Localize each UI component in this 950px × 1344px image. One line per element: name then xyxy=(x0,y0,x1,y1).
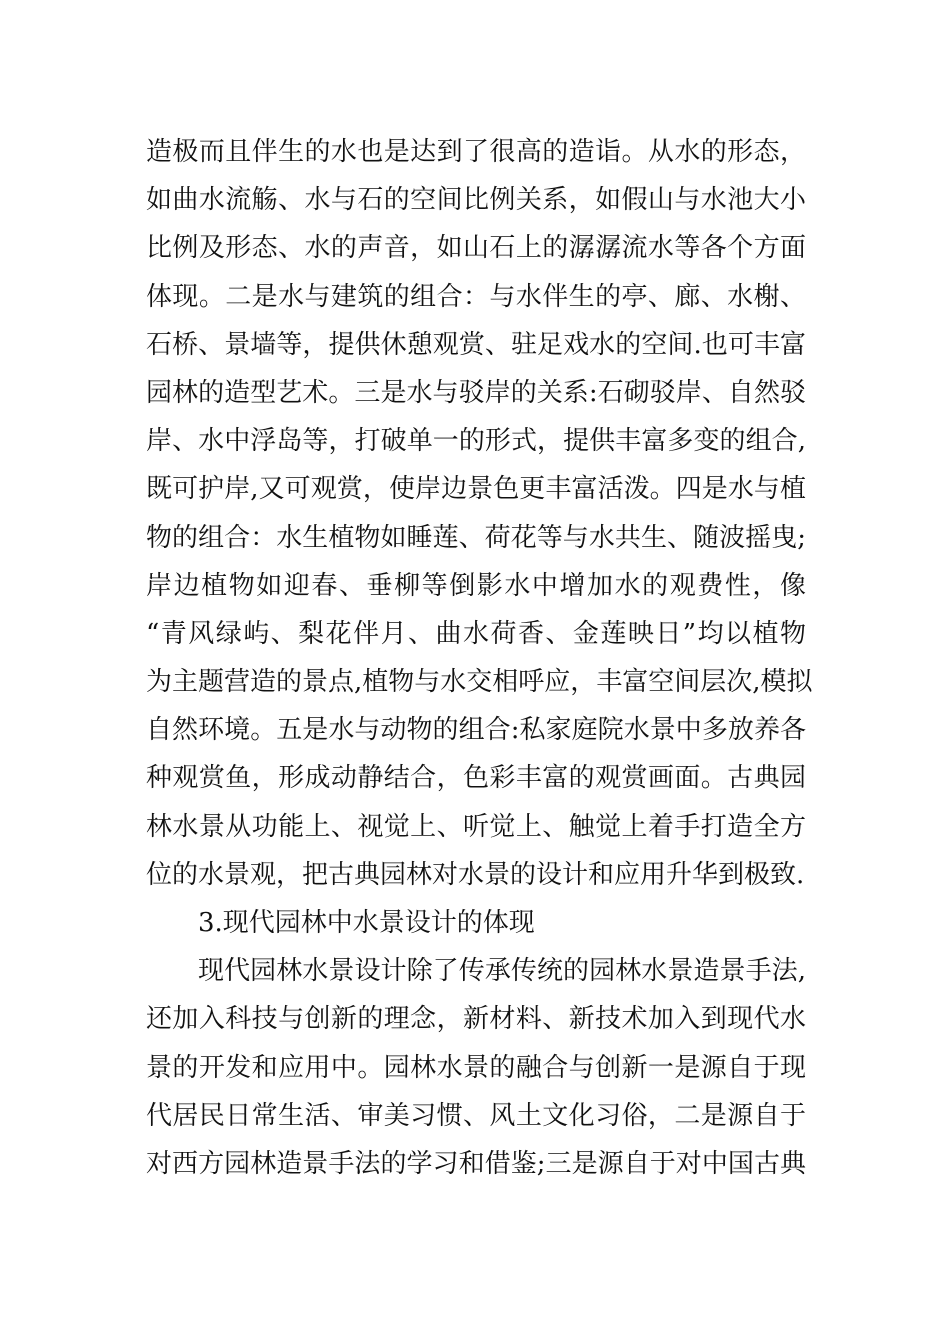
text-line: 既可护岸,又可观赏，使岸边景色更丰富活泼。四是水与植 xyxy=(146,474,806,505)
text-line: 种观赏鱼，形成动静结合，色彩丰富的观赏画面。古典园 xyxy=(146,763,806,794)
text-line: 景的开发和应用中。园林水景的融合与创新一是源自于现 xyxy=(146,1052,806,1083)
text-line: 造极而且伴生的水也是达到了很高的造诣。从水的形态， xyxy=(146,137,806,167)
text-line: 为主题营造的景点,植物与水交相呼应，丰富空间层次,模拟 xyxy=(146,667,813,698)
text-line: “青风绿屿、梨花伴月、曲水荷香、金莲映日”均以植物 xyxy=(146,618,806,649)
text-line: 体现。二是水与建筑的组合：与水伴生的亭、廊、水榭、 xyxy=(146,281,806,312)
body-text xyxy=(146,128,813,1188)
text-line: 岸边植物如迎春、垂柳等倒影水中增加水的观费性，像 xyxy=(146,570,806,601)
section-heading: 3.现代园林中水景设计的体现 xyxy=(198,908,535,938)
text-line: 代居民日常生活、审美习惯、风土文化习俗，二是源自于 xyxy=(146,1100,806,1131)
text-line: 如曲水流觞、水与石的空间比例关系，如假山与水池大小 xyxy=(146,185,806,216)
text-line: 物的组合：水生植物如睡莲、荷花等与水共生、随波摇曳; xyxy=(146,522,806,553)
text-line: 岸、水中浮岛等，打破单一的形式，提供丰富多变的组合, xyxy=(146,426,806,457)
text-line: 比例及形态、水的声音，如山石上的潺潺流水等各个方面 xyxy=(146,233,806,264)
text-line: 现代园林水景设计除了传承传统的园林水景造景手法, xyxy=(198,956,806,987)
text-line: 对西方园林造景手法的学习和借鉴;三是源自于对中国古典 xyxy=(146,1148,806,1179)
text-line: 石桥、景墙等，提供休憩观赏、驻足戏水的空间.也可丰富 xyxy=(146,329,806,360)
text-line: 位的水景观，把古典园林对水景的设计和应用升华到极致. xyxy=(146,859,805,890)
text-line: 还加入科技与创新的理念，新材料、新技术加入到现代水 xyxy=(146,1004,806,1035)
text-line: 自然环境。五是水与动物的组合:私家庭院水景中多放养各 xyxy=(146,715,806,746)
text-line: 林水景从功能上、视觉上、听觉上、触觉上着手打造全方 xyxy=(146,811,806,842)
text-line: 园林的造型艺术。三是水与驳岸的关系:石砌驳岸、自然驳 xyxy=(146,377,806,408)
